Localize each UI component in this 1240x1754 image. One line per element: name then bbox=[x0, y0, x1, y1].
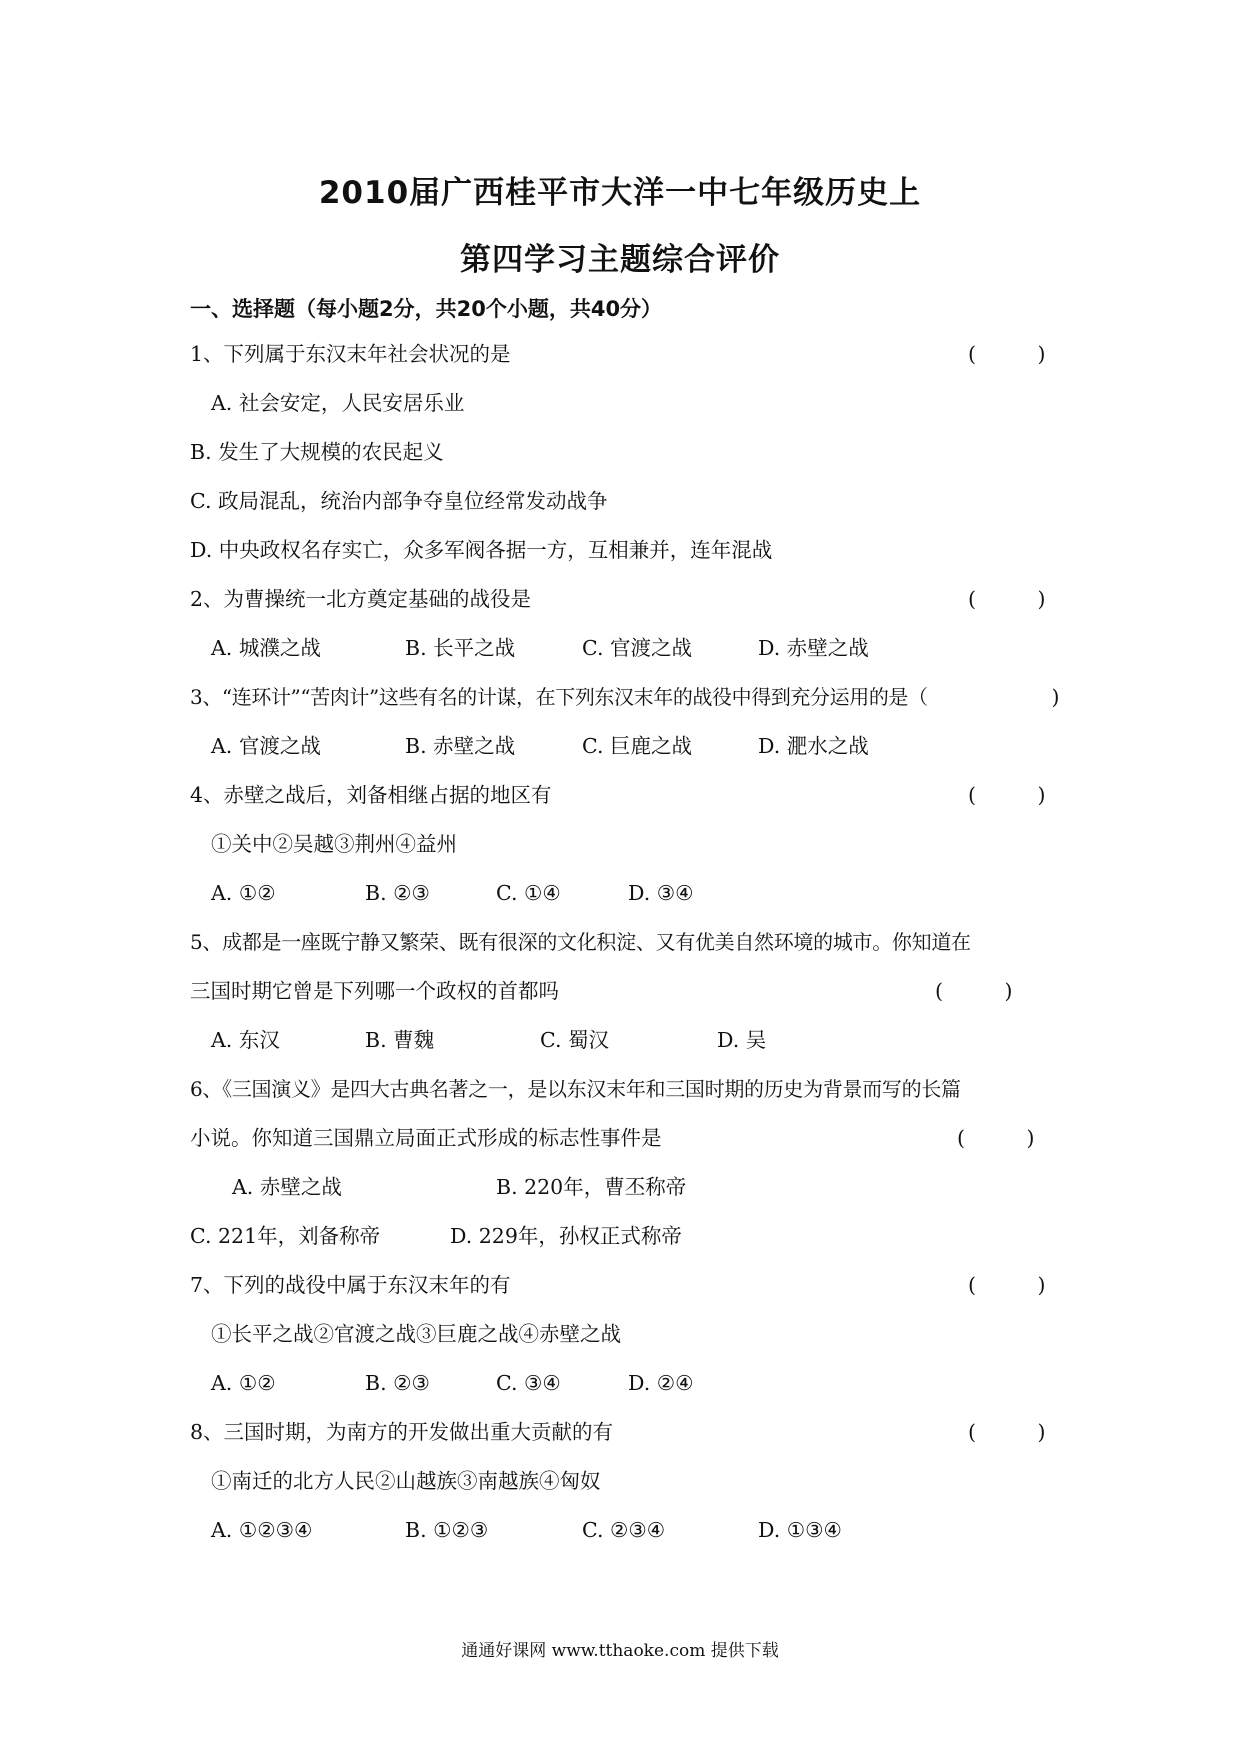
question-6-stem-line2: 小说。你知道三国鼎立局面正式形成的标志性事件是 bbox=[190, 1126, 662, 1150]
question-8-choices: ①南迁的北方人民②山越族③南越族④匈奴 bbox=[211, 1469, 601, 1493]
question-1-option-b: B. 发生了大规模的农民起义 bbox=[190, 440, 444, 464]
question-8-option-d: D. ①③④ bbox=[758, 1518, 842, 1542]
question-5-option-c: C. 蜀汉 bbox=[540, 1028, 609, 1052]
answer-blank-2: ( ) bbox=[968, 587, 1046, 611]
question-6-stem-line1: 6、《三国演义》是四大古典名著之一，是以东汉末年和三国时期的历史为背景而写的长篇 bbox=[190, 1077, 961, 1101]
answer-blank-7: ( ) bbox=[968, 1273, 1046, 1297]
answer-blank-6: ( ) bbox=[957, 1126, 1035, 1150]
question-3-stem: 3、“连环计”“苦肉计”这些有名的计谋，在下列东汉末年的战役中得到充分运用的是（ bbox=[190, 685, 928, 709]
question-7-option-c: C. ③④ bbox=[496, 1371, 561, 1395]
question-1-option-d: D. 中央政权名存实亡，众多军阀各据一方，互相兼并，连年混战 bbox=[190, 538, 773, 562]
question-2-option-b: B. 长平之战 bbox=[405, 636, 516, 660]
question-2-option-d: D. 赤壁之战 bbox=[758, 636, 869, 660]
question-3-option-d: D. 淝水之战 bbox=[758, 734, 869, 758]
question-7-option-a: A. ①② bbox=[211, 1371, 276, 1395]
question-6-option-c: C. 221年，刘备称帝 bbox=[190, 1224, 381, 1248]
footer-credit: 通通好课网 www.tthaoke.com 提供下载 bbox=[461, 1641, 779, 1661]
question-5-option-a: A. 东汉 bbox=[211, 1028, 280, 1052]
question-6-option-a: A. 赤壁之战 bbox=[232, 1175, 342, 1199]
page-title: 2010届广西桂平市大洋一中七年级历史上 bbox=[318, 175, 922, 211]
question-3-option-c: C. 巨鹿之战 bbox=[582, 734, 692, 758]
question-3-option-a: A. 官渡之战 bbox=[211, 734, 321, 758]
question-7-stem: 7、下列的战役中属于东汉末年的有 bbox=[190, 1273, 511, 1297]
question-7-option-b: B. ②③ bbox=[365, 1371, 430, 1395]
question-4-option-d: D. ③④ bbox=[628, 881, 694, 905]
question-6-option-d: D. 229年，孙权正式称帝 bbox=[450, 1224, 682, 1248]
question-8-option-b: B. ①②③ bbox=[405, 1518, 489, 1542]
answer-blank-3: ) bbox=[990, 685, 1060, 709]
question-8-option-c: C. ②③④ bbox=[582, 1518, 666, 1542]
question-7-choices: ①长平之战②官渡之战③巨鹿之战④赤壁之战 bbox=[211, 1322, 621, 1346]
question-8-stem: 8、三国时期，为南方的开发做出重大贡献的有 bbox=[190, 1420, 614, 1444]
question-4-stem: 4、赤壁之战后，刘备相继占据的地区有 bbox=[190, 783, 552, 807]
question-2-option-c: C. 官渡之战 bbox=[582, 636, 692, 660]
question-4-option-a: A. ①② bbox=[211, 881, 276, 905]
page-subtitle: 第四学习主题综合评价 bbox=[460, 242, 780, 278]
question-3-option-b: B. 赤壁之战 bbox=[405, 734, 516, 758]
answer-blank-1: ( ) bbox=[968, 342, 1046, 366]
question-2-option-a: A. 城濮之战 bbox=[211, 636, 321, 660]
question-1-option-a: A. 社会安定，人民安居乐业 bbox=[211, 391, 465, 415]
question-4-option-b: B. ②③ bbox=[365, 881, 430, 905]
question-1-stem: 1、下列属于东汉末年社会状况的是 bbox=[190, 342, 511, 366]
question-1-option-c: C. 政局混乱，统治内部争夺皇位经常发动战争 bbox=[190, 489, 608, 513]
question-4-choices: ①关中②吴越③荆州④益州 bbox=[211, 832, 457, 856]
question-5-stem-line1: 5、成都是一座既宁静又繁荣、既有很深的文化积淀、又有优美自然环境的城市。你知道在 bbox=[190, 930, 971, 954]
question-2-stem: 2、为曹操统一北方奠定基础的战役是 bbox=[190, 587, 532, 611]
question-8-option-a: A. ①②③④ bbox=[211, 1518, 313, 1542]
question-6-option-b: B. 220年，曹丕称帝 bbox=[496, 1175, 687, 1199]
section-heading: 一、选择题（每小题2分，共20个小题，共40分） bbox=[190, 297, 663, 321]
question-4-option-c: C. ①④ bbox=[496, 881, 561, 905]
answer-blank-8: ( ) bbox=[968, 1420, 1046, 1444]
question-5-option-b: B. 曹魏 bbox=[365, 1028, 435, 1052]
answer-blank-4: ( ) bbox=[968, 783, 1046, 807]
question-7-option-d: D. ②④ bbox=[628, 1371, 694, 1395]
question-5-stem-line2: 三国时期它曾是下列哪一个政权的首都吗 bbox=[190, 979, 559, 1003]
question-5-option-d: D. 吴 bbox=[717, 1028, 767, 1052]
answer-blank-5: ( ) bbox=[935, 979, 1013, 1003]
